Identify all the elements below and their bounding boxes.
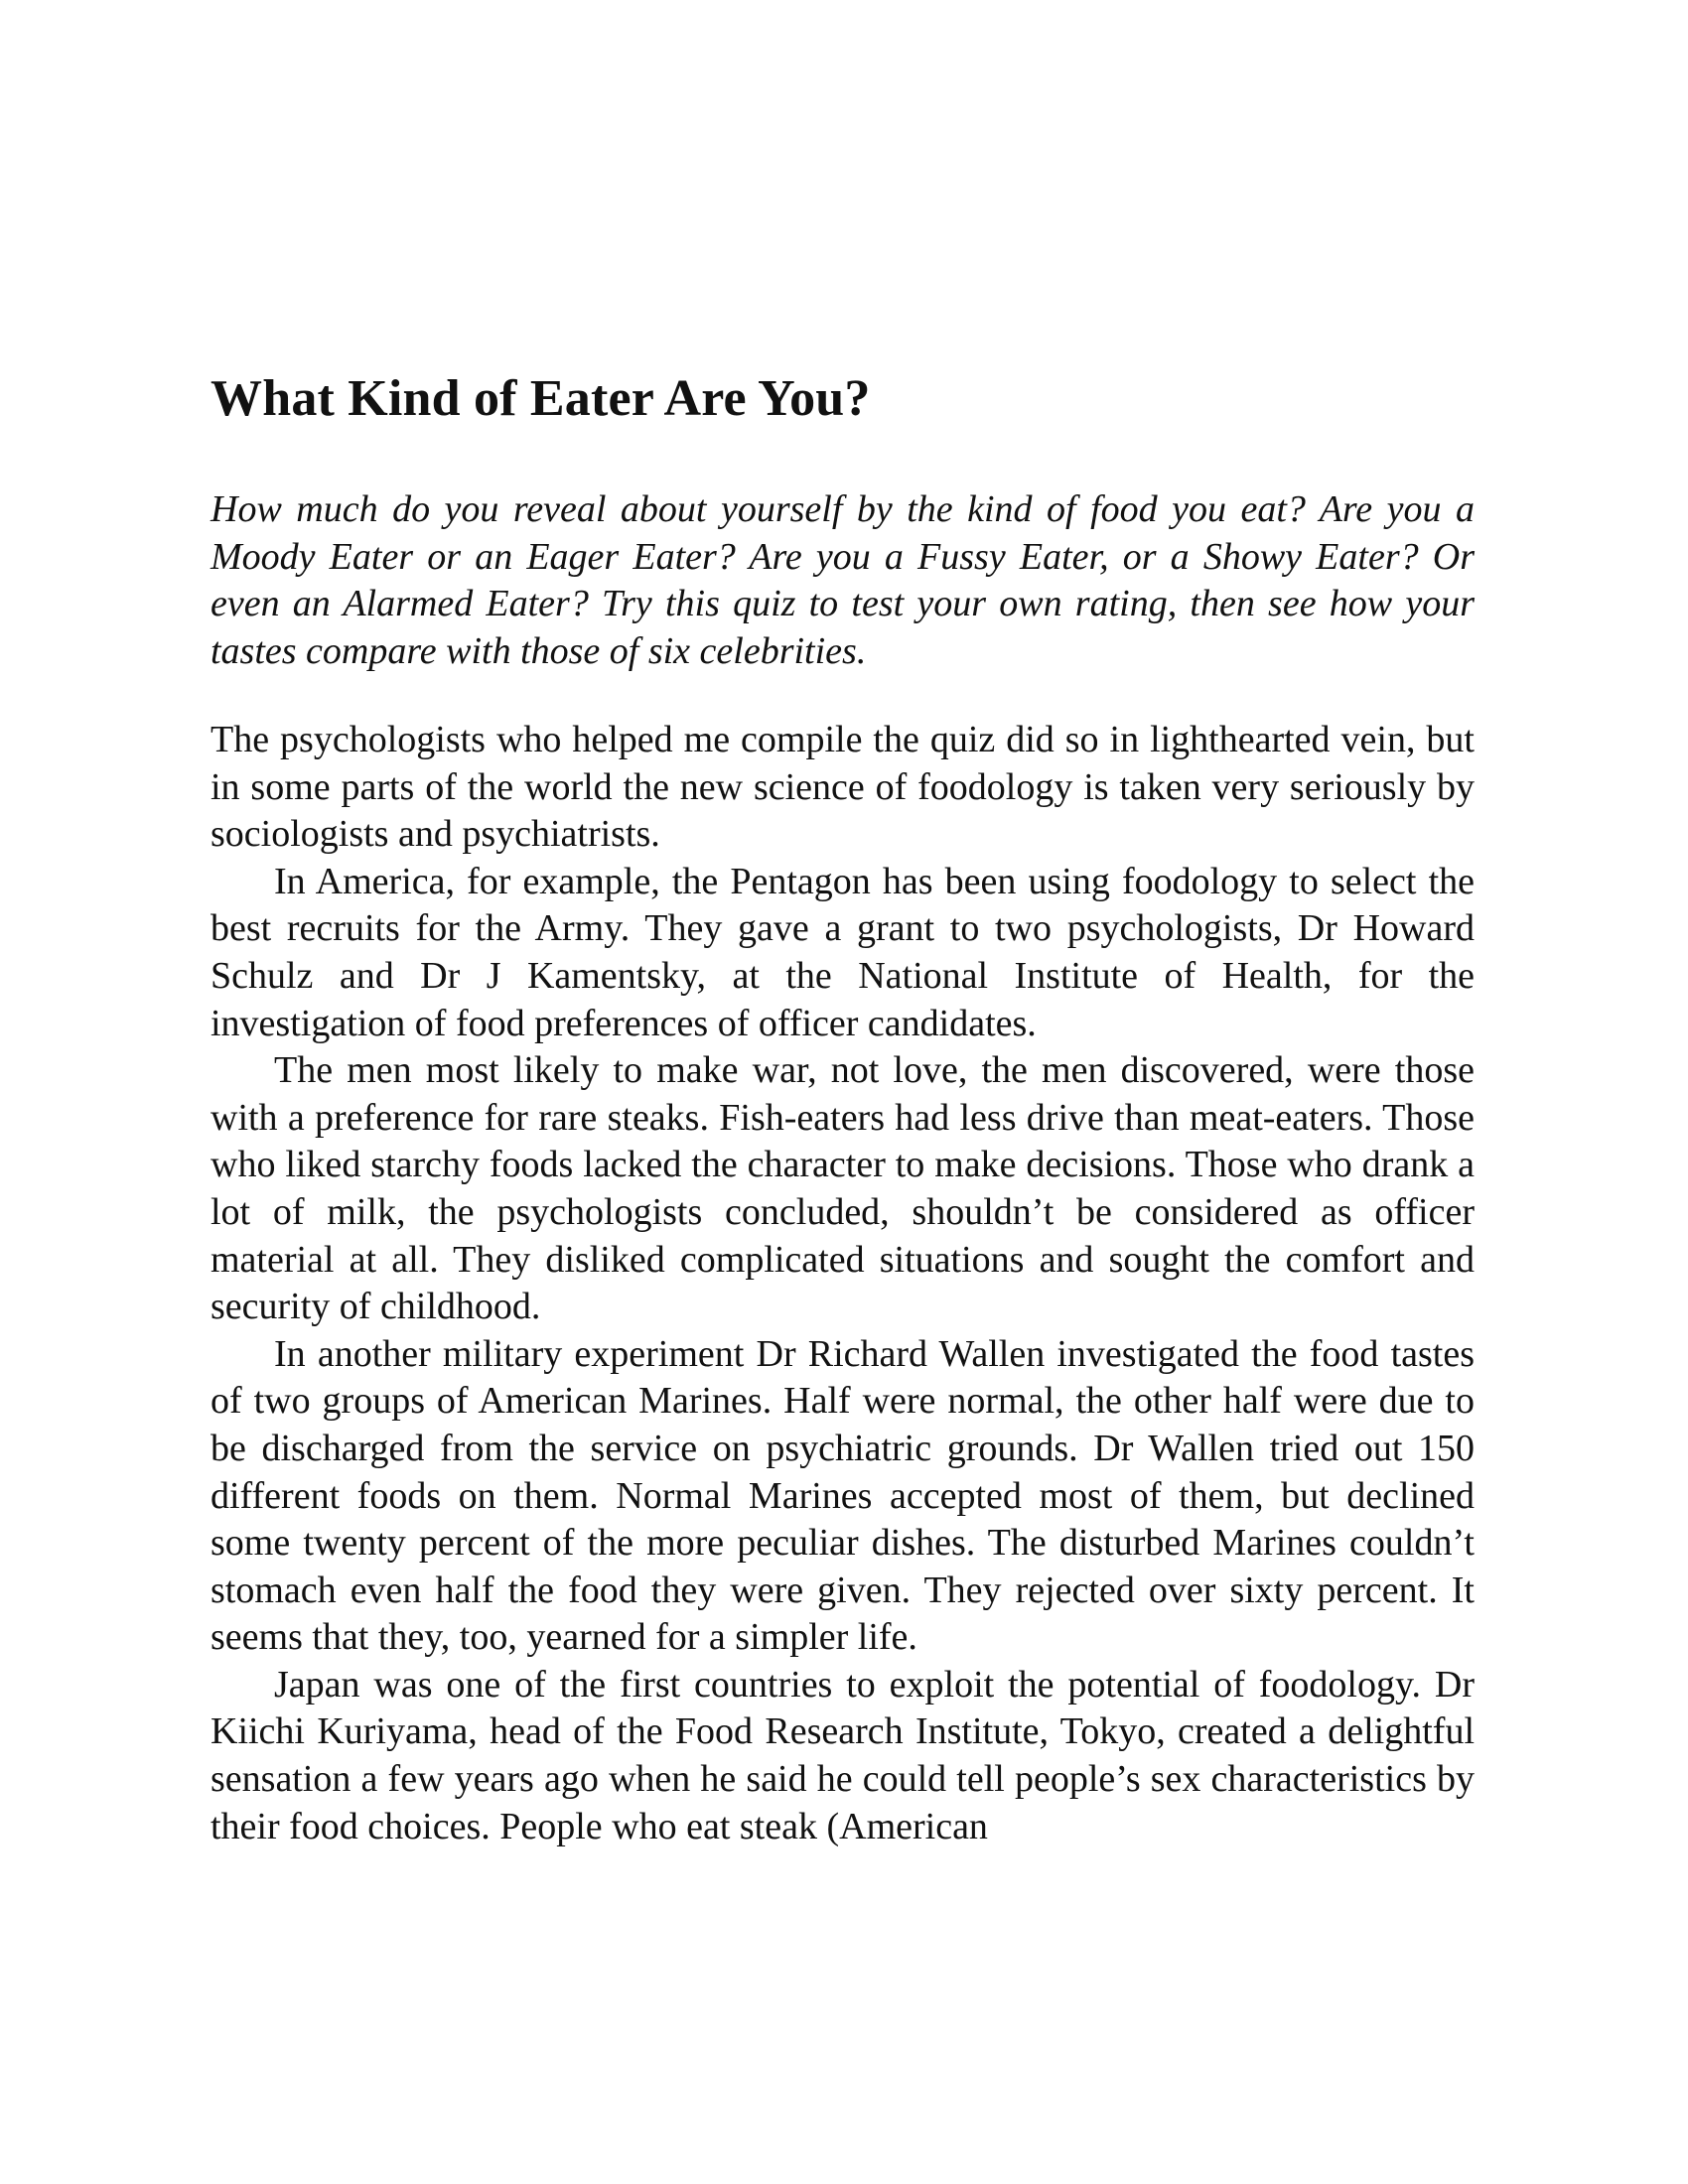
article-page xyxy=(211,369,1475,1850)
body-paragraph: In America, for example, the Pentagon has been using foodology to select the best recruits for the Army. They gave a grant to two psychologists, Dr Howard Schulz and Dr J Kamentsky, at the National Institute of Health, for the investigation of food preferences of officer candidates. xyxy=(211,860,1475,1044)
body-paragraph: The psychologists who helped me compile the quiz did so in lighthearted vein, but in some parts of the world the new science of foodology is taken very seriously by sociologists and psychiatrists. xyxy=(211,719,1475,856)
body-paragraph: The men most likely to make war, not love, the men discovered, were those with a preference for rare steaks. Fish-eaters had less drive than meat-eaters. Those who liked starchy foods lacked the character to make decisions. Those who drank a lot of milk, the psychologists concluded, shouldn’t be considered as officer material at all. They disliked complicated situations and sought the comfort and security of childhood. xyxy=(211,1049,1475,1328)
body-paragraph: In another military experiment Dr Richard Wallen investigated the food tastes of two groups of American Marines. Half were normal, the other half were due to be discharged from the service on psychiatric grounds. Dr Wallen tried out 150 different foods on them. Normal Marines accepted most of them, but declined some twenty percent of the more peculiar dishes. The disturbed Marines couldn’t stomach even half the food they were given. They rejected over sixty percent. It seems that they, too, yearned for a simpler life. xyxy=(211,1332,1475,1659)
article-intro: How much do you reveal about yourself by the kind of food you eat? Are you a Moody Eater or an Eager Eater? Are you a Fussy Eater, or a Showy Eater? Or even an Alarmed Eater? Try this quiz to test your own rating, then see how your tastes compare with those of six celebrities. xyxy=(211,488,1475,672)
article-title: What Kind of Eater Are You? xyxy=(211,370,871,427)
body-paragraph: Japan was one of the first countries to exploit the potential of foodology. Dr Kiichi Kuriyama, head of the Food Research Institute, Tokyo, created a delightful sensation a few years ago when he said he could tell people’s sex characteristics by their food choices. People who eat steak (American xyxy=(211,1663,1475,1847)
